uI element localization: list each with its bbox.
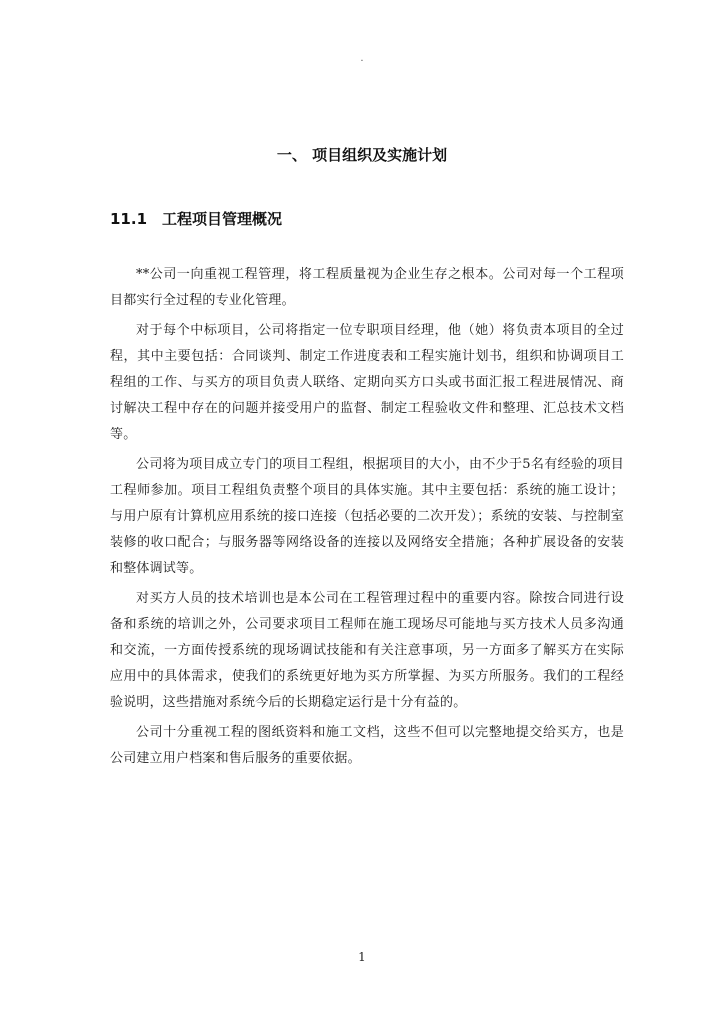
body-text (110, 262, 624, 776)
page-number: 1 (358, 950, 366, 964)
paragraph-1: **公司一向重视工程管理，将工程质量视为企业生存之根本。公司对每一个工程项目都实行全过程的专业化管理。 (110, 267, 624, 308)
section-title-text: 工程项目管理概况 (162, 210, 283, 228)
section-number: 11.1 (110, 210, 148, 228)
paragraph-3: 公司将为项目成立专门的项目工程组，根据项目的大小，由不少于5名有经验的项目工程师参加。项目工程组负责整个项目的具体实施。其中主要包括：系统的施工设计；与用户原有计算机应用系统的接口连接（包括必要的二次开发）；系统的安装、与控制室装修的收口配合；与服务器等网络设备的连接以及网络安全措施；各种扩展设备的安装和整体调试等。 (110, 457, 624, 576)
chapter-title: 一、 项目组织及实施计划 (276, 146, 448, 164)
paragraph-2: 对于每个中标项目，公司将指定一位专职项目经理，他（她）将负责本项目的全过程，其中主要包括：合同谈判、制定工作进度表和工程实施计划书，组织和协调项目工程组的工作、与买方的项目负责人联络、定期向买方口头或书面汇报工程进展情况、商讨解决工程中存在的问题并接受用户的监督、制定工程验收文件和整理、汇总技术文档等。 (110, 323, 624, 442)
paragraph-4: 对买方人员的技术培训也是本公司在工程管理过程中的重要内容。除按合同进行设备和系统的培训之外，公司要求项目工程师在施工现场尽可能地与买方技术人员多沟通和交流，一方面传授系统的现场调试技能和有关注意事项，另一方面多了解买方在实际应用中的具体需求，使我们的系统更好地为买方所掌握、为买方所服务。我们的工程经验说明，这些措施对系统今后的长期稳定运行是十分有益的。 (110, 591, 624, 710)
header-mark: . (360, 53, 364, 64)
paragraph-5: 公司十分重视工程的图纸资料和施工文档，这些不但可以完整地提交给买方，也是公司建立用户档案和售后服务的重要依据。 (110, 725, 624, 766)
section-heading (110, 209, 282, 229)
